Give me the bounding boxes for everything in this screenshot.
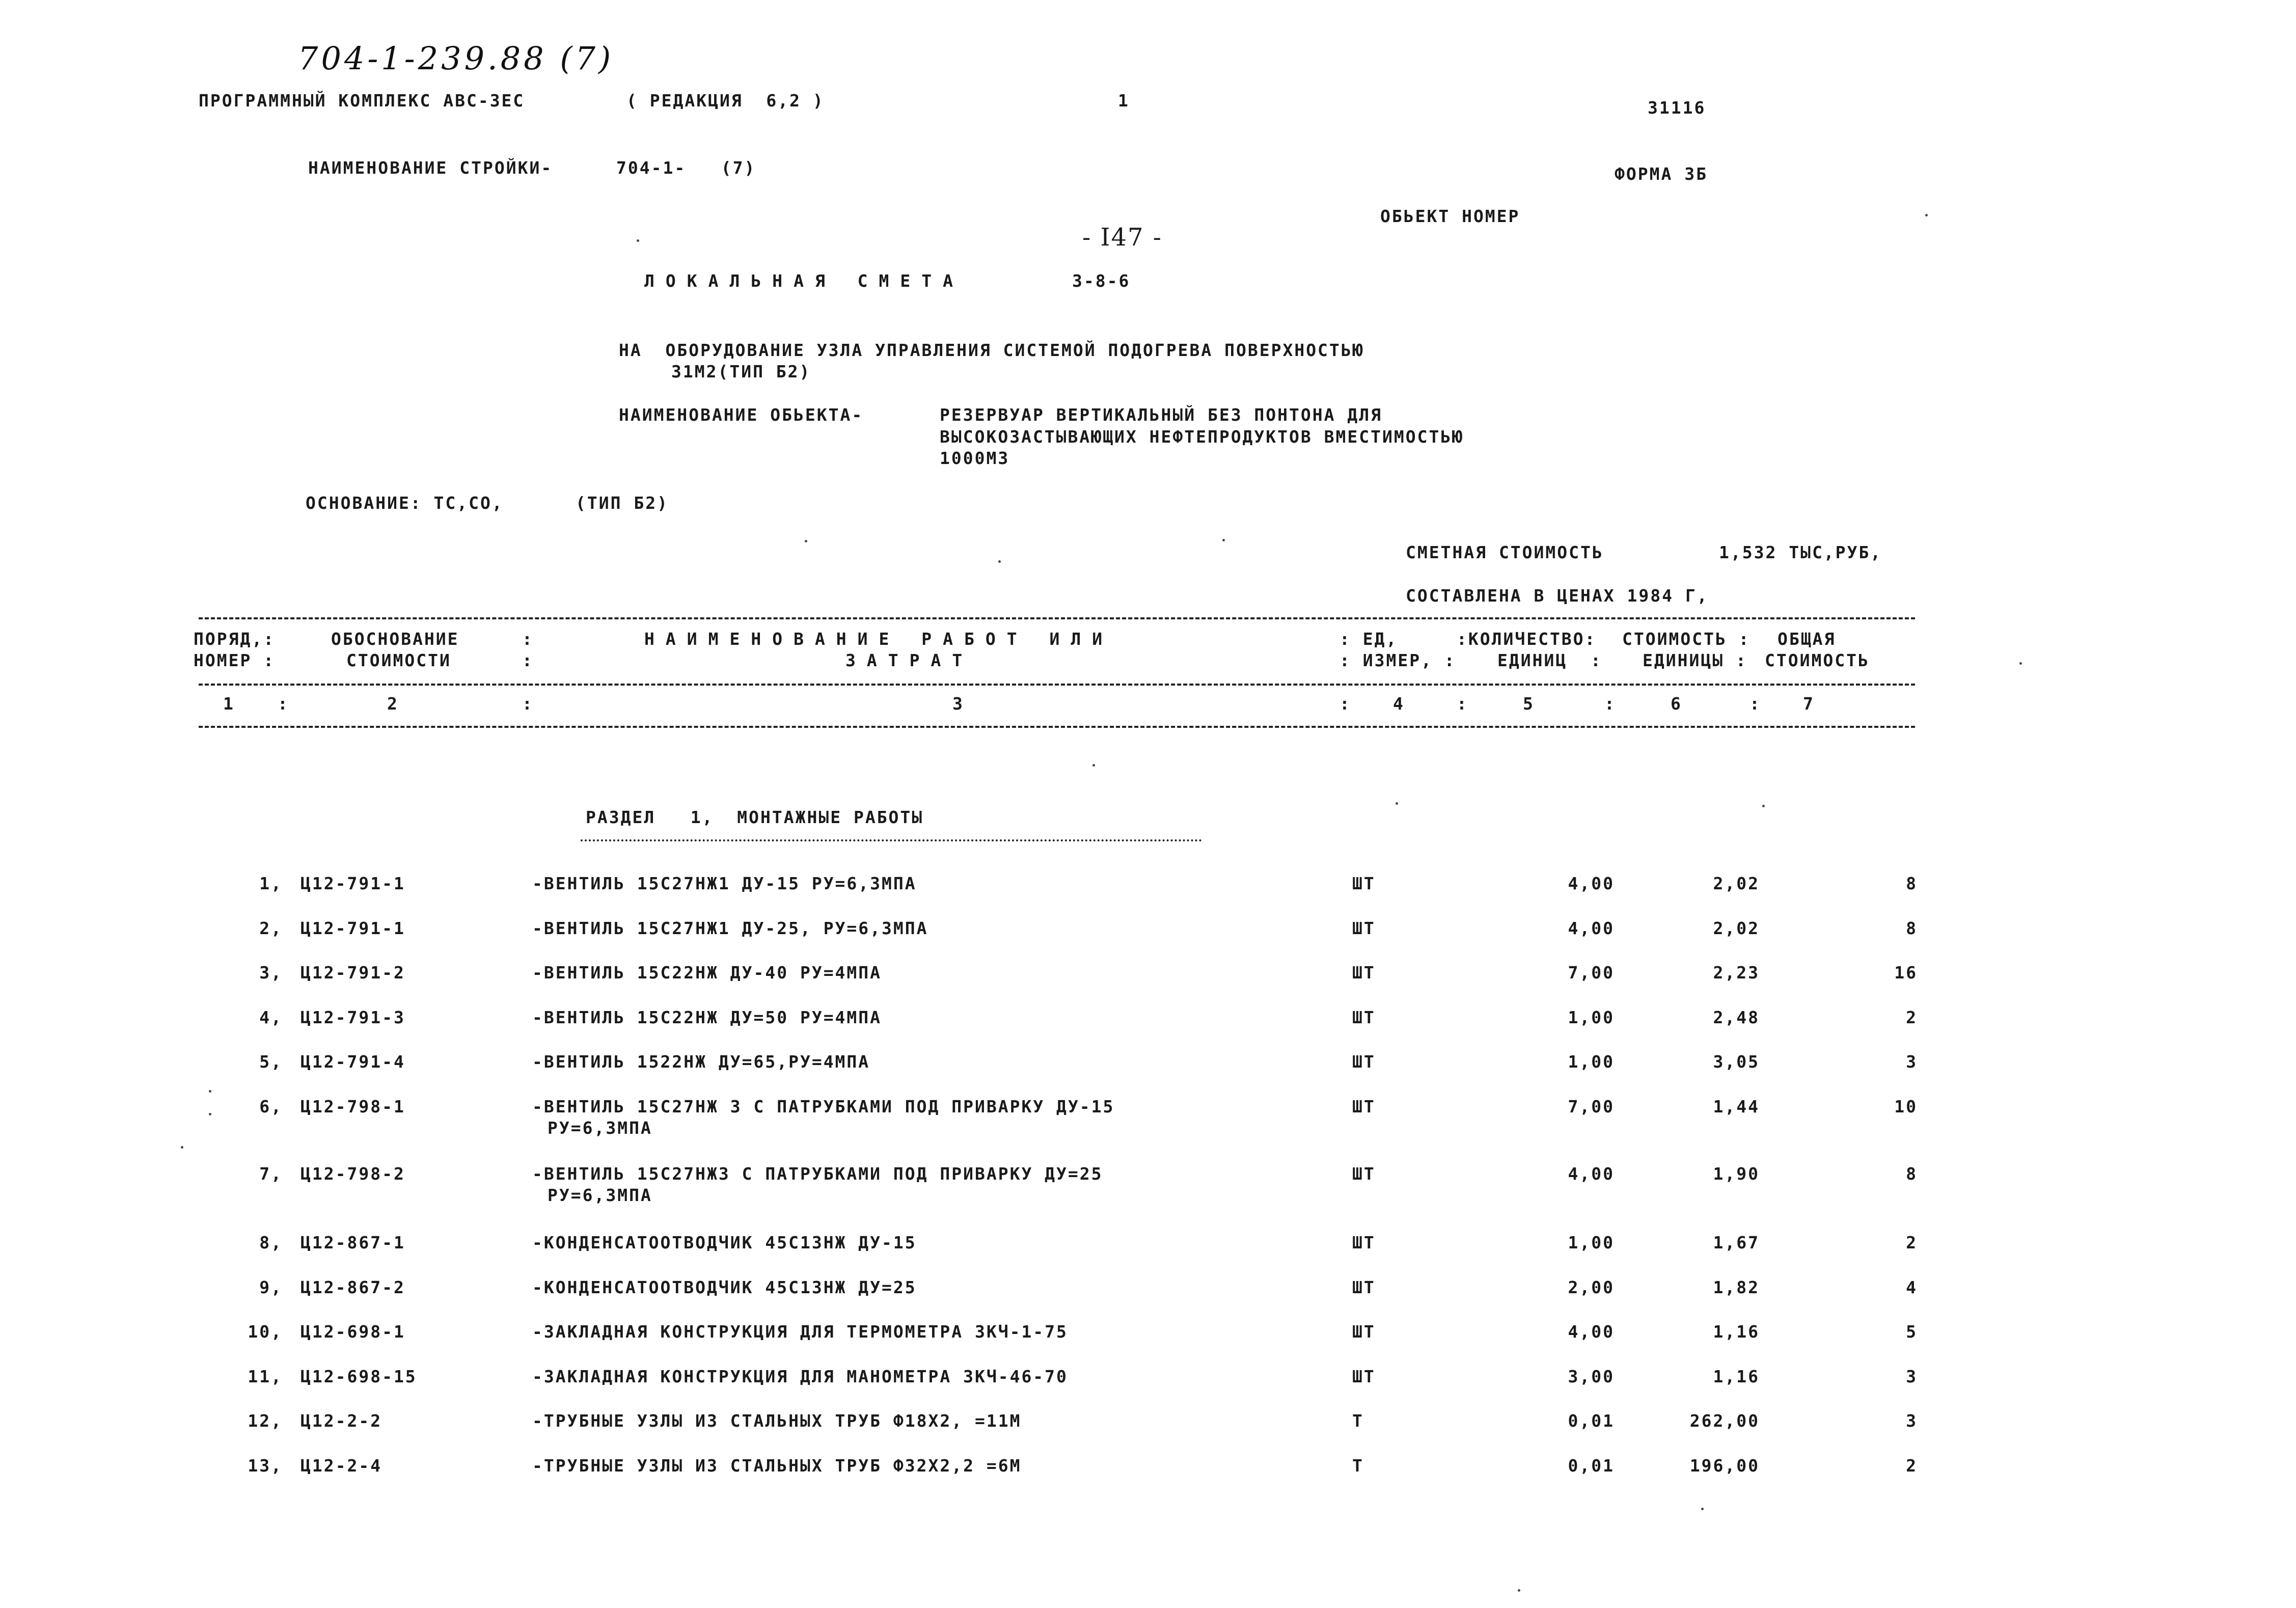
row-number: 12, — [248, 1411, 283, 1431]
col-index-6: 6 — [1671, 694, 1682, 714]
row-total-cost: 8 — [1906, 874, 1918, 893]
row-number: 5, — [259, 1052, 283, 1072]
row-basis-code: Ц12-791-1 — [300, 874, 405, 893]
row-basis-code: Ц12-791-2 — [300, 963, 405, 983]
col-index-2: 2 — [387, 694, 399, 714]
col-index-sep: : — [1750, 694, 1761, 714]
header-price-2: ЕДИНИЦЫ : — [1643, 650, 1747, 670]
row-quantity: 1,00 — [1568, 1052, 1615, 1072]
section-underline — [581, 839, 1202, 841]
row-total-cost: 10 — [1894, 1097, 1918, 1116]
row-total-cost: 2 — [1906, 1233, 1918, 1252]
row-number: 6, — [259, 1097, 283, 1116]
row-unit: ШТ — [1352, 1007, 1376, 1027]
page-number: - I47 - — [1082, 223, 1162, 252]
row-number: 4, — [259, 1007, 283, 1027]
header-basis-1: ОБОСНОВАНИЕ — [331, 629, 459, 649]
row-unit-price: 2,48 — [1713, 1007, 1760, 1027]
row-name: -ВЕНТИЛЬ 1522НЖ ДУ=65,РУ=4МПА — [532, 1052, 870, 1072]
row-unit-price: 2,02 — [1713, 918, 1760, 938]
row-name-continuation: РУ=6,3МПА — [548, 1185, 652, 1205]
row-unit-price: 1,82 — [1713, 1277, 1760, 1297]
row-total-cost: 8 — [1906, 918, 1918, 938]
row-name: -ВЕНТИЛЬ 15С27НЖ3 С ПАТРУБКАМИ ПОД ПРИВАРКУ ДУ=25 — [532, 1164, 1103, 1184]
header-name-1: НАИМЕНОВАНИЕ РАБОТ ИЛИ — [644, 629, 1114, 649]
row-name: -ВЕНТИЛЬ 15С22НЖ ДУ=50 РУ=4МПА — [532, 1007, 882, 1027]
purpose-line-1: НА ОБОРУДОВАНИЕ УЗЛА УПРАВЛЕНИЯ СИСТЕМОЙ ПОДОГРЕВА ПОВЕРХНОСТЬЮ — [619, 340, 1364, 360]
row-unit: ШТ — [1352, 1322, 1376, 1342]
document-code: 31116 — [1648, 98, 1706, 118]
row-number: 10, — [248, 1322, 283, 1342]
smeta-number: 3-8-6 — [1072, 271, 1131, 291]
row-total-cost: 3 — [1906, 1411, 1918, 1431]
row-basis-code: Ц12-698-1 — [300, 1322, 405, 1342]
row-name: -ВЕНТИЛЬ 15С22НЖ ДУ-40 РУ=4МПА — [532, 963, 882, 983]
form-number: ФОРМА 3Б — [1615, 164, 1708, 184]
header-unit-1: : ЕД, — [1340, 629, 1398, 649]
section-title: РАЗДЕЛ 1, МОНТАЖНЫЕ РАБОТЫ — [586, 807, 924, 827]
row-unit-price: 196,00 — [1689, 1456, 1760, 1476]
row-name: -ЗАКЛАДНАЯ КОНСТРУКЦИЯ ДЛЯ ТЕРМОМЕТРА ЗКЧ-1-75 — [532, 1322, 1068, 1342]
row-number: 8, — [259, 1233, 283, 1252]
row-number: 1, — [259, 874, 283, 893]
row-basis-code: Ц12-867-2 — [300, 1277, 405, 1297]
row-basis-code: Ц12-798-1 — [300, 1097, 405, 1116]
row-quantity: 1,00 — [1568, 1007, 1615, 1027]
col-index-7: 7 — [1803, 694, 1815, 714]
row-quantity: 4,00 — [1568, 1322, 1615, 1342]
row-number: 7, — [259, 1164, 283, 1184]
row-basis-code: Ц12-2-2 — [300, 1411, 382, 1431]
row-unit: ШТ — [1352, 963, 1376, 983]
row-name: -ВЕНТИЛЬ 15С27НЖ 3 С ПАТРУБКАМИ ПОД ПРИВАРКУ ДУ-15 — [532, 1097, 1115, 1116]
object-name-line-3: 1000М3 — [940, 448, 1010, 468]
row-unit-price: 1,44 — [1713, 1097, 1760, 1116]
col-index-sep: : — [1340, 694, 1351, 714]
row-unit-price: 1,16 — [1713, 1322, 1760, 1342]
header-unit-2: : ИЗМЕР, : — [1340, 650, 1456, 670]
sheet-number: 1 — [1118, 91, 1130, 111]
basis-value: (ТИП Б2) — [576, 493, 669, 513]
row-quantity: 0,01 — [1568, 1456, 1615, 1476]
row-total-cost: 8 — [1906, 1164, 1918, 1184]
row-total-cost: 4 — [1906, 1277, 1918, 1297]
row-unit: ШТ — [1352, 1097, 1376, 1116]
construction-value: 704-1- (7) — [616, 158, 756, 178]
handwritten-reference: 704-1-239.88 (7) — [298, 40, 614, 77]
object-name-line-1: РЕЗЕРВУАР ВЕРТИКАЛЬНЫЙ БЕЗ ПОНТОНА ДЛЯ — [940, 405, 1382, 425]
row-unit: Т — [1352, 1456, 1364, 1476]
col-index-4: 4 — [1393, 694, 1405, 714]
row-quantity: 7,00 — [1568, 963, 1615, 983]
row-quantity: 1,00 — [1568, 1233, 1615, 1252]
row-total-cost: 3 — [1906, 1367, 1918, 1386]
row-total-cost: 2 — [1906, 1456, 1918, 1476]
row-number: 3, — [259, 963, 283, 983]
object-name-label: НАИМЕНОВАНИЕ ОБЬЕКТА- — [619, 405, 864, 425]
row-name: -ВЕНТИЛЬ 15С27НЖ1 ДУ-25, РУ=6,3МПА — [532, 918, 928, 938]
row-basis-code: Ц12-791-3 — [300, 1007, 405, 1027]
row-basis-code: Ц12-698-15 — [300, 1367, 417, 1386]
row-name: -КОНДЕНСАТООТВОДЧИК 45С13НЖ ДУ-15 — [532, 1233, 917, 1252]
purpose-line-2: 31М2(ТИП Б2) — [671, 362, 811, 381]
program-edition: ( РЕДАКЦИЯ 6,2 ) — [626, 91, 825, 111]
row-unit-price: 3,05 — [1713, 1052, 1760, 1072]
construction-label: НАИМЕНОВАНИЕ СТРОЙКИ- — [308, 158, 553, 178]
row-total-cost: 16 — [1894, 963, 1918, 983]
row-basis-code: Ц12-791-1 — [300, 918, 405, 938]
row-number: 13, — [248, 1456, 283, 1476]
row-basis-code: Ц12-2-4 — [300, 1456, 382, 1476]
row-number: 2, — [259, 918, 283, 938]
col-index-3: 3 — [952, 694, 964, 714]
row-unit: ШТ — [1352, 1164, 1376, 1184]
row-name: -КОНДЕНСАТООТВОДЧИК 45С13НЖ ДУ=25 — [532, 1277, 917, 1297]
program-name: ПРОГРАММНЫЙ КОМПЛЕКС АВС-ЗЕС — [199, 91, 525, 111]
row-name-continuation: РУ=6,3МПА — [548, 1118, 652, 1138]
header-sep-a: : — [522, 629, 534, 649]
smeta-title: ЛОКАЛЬНАЯ СМЕТА — [644, 271, 965, 291]
table-index-rule — [199, 726, 1915, 728]
header-number-1: ПОРЯД,: — [194, 629, 276, 649]
row-total-cost: 5 — [1906, 1322, 1918, 1342]
row-unit-price: 2,23 — [1713, 963, 1760, 983]
row-unit: ШТ — [1352, 1367, 1376, 1386]
row-name: -ЗАКЛАДНАЯ КОНСТРУКЦИЯ ДЛЯ МАНОМЕТРА ЗКЧ-46-70 — [532, 1367, 1068, 1386]
estimated-cost-label: СМЕТНАЯ СТОИМОСТЬ — [1406, 542, 1604, 562]
row-number: 11, — [248, 1367, 283, 1386]
row-unit-price: 262,00 — [1689, 1411, 1760, 1431]
object-number-label: ОБЬЕКТ НОМЕР — [1380, 206, 1520, 226]
row-basis-code: Ц12-867-1 — [300, 1233, 405, 1252]
row-total-cost: 2 — [1906, 1007, 1918, 1027]
col-index-sep: : — [278, 694, 289, 714]
col-index-5: 5 — [1523, 694, 1535, 714]
row-name: -ТРУБНЫЕ УЗЛЫ ИЗ СТАЛЬНЫХ ТРУБ Ф32Х2,2 =6М — [532, 1456, 1022, 1476]
header-basis-2: СТОИМОСТИ — [346, 650, 451, 670]
row-unit-price: 1,90 — [1713, 1164, 1760, 1184]
header-price-1: СТОИМОСТЬ : — [1622, 629, 1751, 649]
row-name: -ТРУБНЫЕ УЗЛЫ ИЗ СТАЛЬНЫХ ТРУБ Ф18Х2, =11М — [532, 1411, 1022, 1431]
header-number-2: НОМЕР : — [194, 650, 276, 670]
header-name-2: ЗАТРАТ — [845, 650, 974, 670]
row-quantity: 3,00 — [1568, 1367, 1615, 1386]
row-quantity: 2,00 — [1568, 1277, 1615, 1297]
row-unit-price: 2,02 — [1713, 874, 1760, 893]
row-unit: ШТ — [1352, 1277, 1376, 1297]
row-quantity: 4,00 — [1568, 1164, 1615, 1184]
row-basis-code: Ц12-798-2 — [300, 1164, 405, 1184]
header-total-1: ОБЩАЯ — [1778, 629, 1836, 649]
header-total-2: СТОИМОСТЬ — [1765, 650, 1870, 670]
header-qty-2: ЕДИНИЦ : — [1497, 650, 1602, 670]
row-unit-price: 1,16 — [1713, 1367, 1760, 1386]
table-top-rule — [199, 617, 1915, 619]
row-quantity: 4,00 — [1568, 874, 1615, 893]
header-qty-1: :КОЛИЧЕСТВО: — [1457, 629, 1597, 649]
row-unit: ШТ — [1352, 918, 1376, 938]
price-level: СОСТАВЛЕНА В ЦЕНАХ 1984 Г, — [1406, 586, 1709, 606]
row-quantity: 0,01 — [1568, 1411, 1615, 1431]
row-quantity: 7,00 — [1568, 1097, 1615, 1116]
table-header-rule — [199, 684, 1915, 686]
row-unit: ШТ — [1352, 1052, 1376, 1072]
col-index-sep: : — [1604, 694, 1616, 714]
row-basis-code: Ц12-791-4 — [300, 1052, 405, 1072]
header-sep-b: : — [522, 650, 534, 670]
row-total-cost: 3 — [1906, 1052, 1918, 1072]
row-unit: Т — [1352, 1411, 1364, 1431]
row-unit-price: 1,67 — [1713, 1233, 1760, 1252]
row-number: 9, — [259, 1277, 283, 1297]
basis-label: ОСНОВАНИЕ: ТС,СО, — [306, 493, 504, 513]
row-unit: ШТ — [1352, 1233, 1376, 1252]
row-unit: ШТ — [1352, 874, 1376, 893]
row-quantity: 4,00 — [1568, 918, 1615, 938]
col-index-sep: : — [1457, 694, 1468, 714]
object-name-line-2: ВЫСОКОЗАСТЫВАЮЩИХ НЕФТЕПРОДУКТОВ ВМЕСТИМОСТЬЮ — [940, 427, 1464, 447]
row-name: -ВЕНТИЛЬ 15С27НЖ1 ДУ-15 РУ=6,3МПА — [532, 874, 917, 893]
col-index-1: 1 — [223, 694, 235, 714]
estimated-cost-value: 1,532 ТЫС,РУБ, — [1719, 542, 1882, 562]
col-index-sep: : — [522, 694, 534, 714]
